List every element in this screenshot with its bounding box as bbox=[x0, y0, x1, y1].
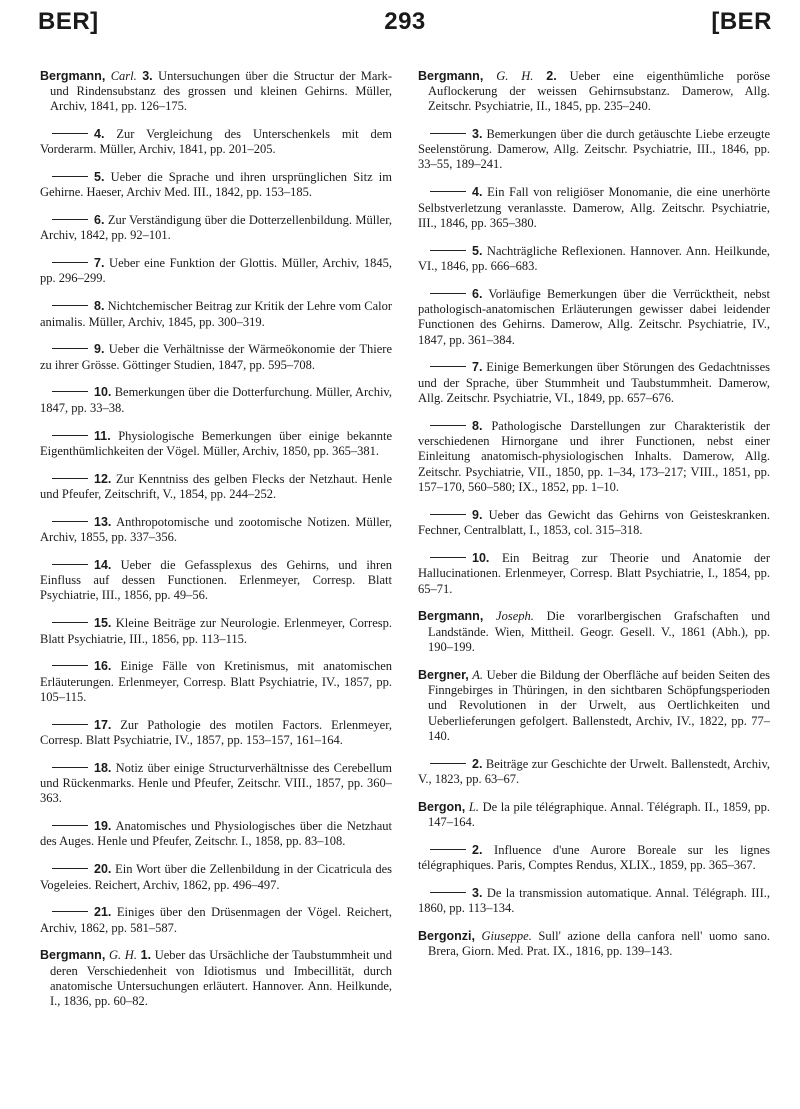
repeat-author-dash bbox=[430, 133, 466, 134]
entry-number: 6. bbox=[472, 286, 483, 301]
repeat-author-dash bbox=[52, 825, 88, 826]
bibliography-entry bbox=[40, 69, 392, 115]
entry-citation: Einiges über den Drüsenmagen der Vögel. Reichert, Archiv, 1862, pp. 581–587. bbox=[40, 905, 392, 935]
entry-number: 18. bbox=[94, 760, 112, 775]
bibliography-entry bbox=[418, 886, 770, 917]
entry-number: 4. bbox=[472, 185, 483, 200]
bibliography-entry bbox=[40, 905, 392, 936]
entry-number: 8. bbox=[94, 299, 105, 314]
repeat-author-dash bbox=[52, 219, 88, 220]
author-given-name: G. H. bbox=[496, 68, 534, 83]
entry-number: 20. bbox=[94, 862, 112, 877]
entry-citation: Die vorarlbergischen Grafschaften und Landstände. Wien, Mittheil. Geogr. Gesell. V., 1861 (Abh.), pp. 190–199. bbox=[428, 609, 770, 654]
entry-number: 10. bbox=[472, 550, 490, 565]
author-surname: Bergmann, bbox=[40, 948, 106, 963]
entry-number: 10. bbox=[94, 385, 112, 400]
bibliography-entry bbox=[40, 213, 392, 244]
entry-citation: Nichtchemischer Beitrag zur Kritik der Lehre vom Calor animalis. Müller, Archiv, 1845, pp. 300–319. bbox=[40, 299, 393, 329]
repeat-author-dash bbox=[52, 348, 88, 349]
author-given-name: L. bbox=[468, 799, 479, 814]
entry-number: 5. bbox=[94, 169, 105, 184]
entry-citation: Nachträgliche Reflexionen. Hannover. Ann. Heilkunde, VI., 1846, pp. 666–683. bbox=[418, 243, 771, 273]
bibliography-entry bbox=[418, 185, 770, 231]
entry-number: 5. bbox=[472, 243, 483, 258]
entry-citation: Ueber die Bildung der Oberfläche auf beiden Seiten des Finngebirges in Thüringen, in den sichtbaren Schöpfungsperioden und Revolutionen in der Urwelt, aus Oertlichkeiten und Ueberlieferungen gefolgert. Ballenstedt, Archiv, IV., 1822, pp. 77–140. bbox=[428, 667, 770, 743]
entry-number: 1. bbox=[140, 948, 152, 963]
repeat-author-dash bbox=[52, 391, 88, 392]
author-given-name: Giuseppe. bbox=[481, 929, 532, 944]
entry-citation: Einige Bemerkungen über Störungen des Gedachtnisses und der Sprache, über Stummheit und Taubstummheit. Damerow, Allg. Zeitschr. Psychiatrie, VI., 1849, pp. 657–676. bbox=[418, 360, 771, 406]
entry-citation: Ueber die Sprache und ihren ursprünglichen Sitz im Gehirne. Haeser, Archiv Med. III., 1842, pp. 153–185. bbox=[40, 169, 393, 200]
repeat-author-dash bbox=[52, 564, 88, 565]
entry-number: 3. bbox=[472, 885, 483, 900]
entry-citation: De la pile télégraphique. Annal. Télégraph. II., 1859, pp. 147–164. bbox=[428, 799, 771, 830]
bibliography-entry bbox=[418, 127, 770, 173]
entry-citation: Notiz über einige Structurverhältnisse des Cerebellum und Rückenmarks. Henle und Pfeufer, Zeitschr. VIII., 1857, pp. 360–363. bbox=[40, 760, 392, 806]
entry-number: 21. bbox=[94, 905, 112, 920]
entry-citation: Ein Wort über die Zellenbildung in der Cicatricula des Vogeleies. Reichert, Archiv, 1862, pp. 496–497. bbox=[40, 862, 392, 892]
bibliography-entry bbox=[40, 127, 392, 158]
entry-citation: Influence d'une Aurore Boreale sur les lignes télégraphiques. Paris, Comptes Rendus, XLIX., 1859, pp. 365–367. bbox=[418, 842, 771, 873]
entry-citation: Ueber das Ursächliche der Taubstummheit und deren Verschiedenheit von Idiotismus und Imbecillität, durch anatomische Untersuchungen erläutert. Hannover. Ann. Heilkunde, I., 1836, pp. 60–82. bbox=[50, 948, 393, 1009]
entry-citation: Zur Pathologie des motilen Factors. Erlenmeyer, Corresp. Blatt Psychiatrie, IV., 1857, pp. 153–157, 161–164. bbox=[40, 717, 393, 747]
entry-citation: Ein Beitrag zur Theorie und Anatomie der Hallucinationen. Erlenmeyer, Corresp. Blatt Psychiatrie, I., 1854, pp. 65–71. bbox=[418, 550, 770, 596]
repeat-author-dash bbox=[52, 435, 88, 436]
author-given-name: G. H. bbox=[108, 948, 137, 963]
entry-citation: Beiträge zur Geschichte der Urwelt. Ballenstedt, Archiv, V., 1823, pp. 63–67. bbox=[418, 756, 771, 786]
bibliography-entry bbox=[40, 659, 392, 705]
entry-number: 2. bbox=[472, 756, 483, 771]
author-surname: Bergonzi, bbox=[418, 929, 475, 944]
entry-citation: Kleine Beiträge zur Neurologie. Erlenmeyer, Corresp. Blatt Psychiatrie, III., 1856, pp. 113–115. bbox=[40, 616, 393, 646]
entry-citation: Vorläufige Bemerkungen über die Verrücktheit, nebst pathologisch-anatomischen Erläuterungen gewisser dabei leidender Functionen des Gehirns. Damerow, Allg. Zeitschr. Psychiatrie, IV., 1847, pp. 361–384. bbox=[418, 286, 770, 347]
repeat-author-dash bbox=[430, 763, 466, 764]
entry-number: 14. bbox=[94, 557, 112, 572]
author-given-name: Carl. bbox=[110, 68, 137, 83]
entry-number: 9. bbox=[94, 342, 105, 357]
entry-citation: Ueber die Gefassplexus des Gehirns, und ihren Einfluss auf dessen Functionen. Erlenmeyer, Corresp. Blatt Psychiatrie, III., 1856, pp. 49–56. bbox=[40, 557, 392, 603]
repeat-author-dash bbox=[52, 767, 88, 768]
bibliography-entry bbox=[418, 929, 770, 960]
repeat-author-dash bbox=[430, 191, 466, 192]
bibliography-entry bbox=[40, 342, 392, 373]
entry-number: 16. bbox=[94, 659, 112, 674]
entry-citation: Zur Vergleichung des Unterschenkels mit dem Vorderarm. Müller, Archiv, 1841, pp. 201–205. bbox=[40, 126, 392, 157]
repeat-author-dash bbox=[430, 250, 466, 251]
bibliography-entry bbox=[40, 170, 392, 201]
entry-citation: Ueber das Gewicht das Gehirns von Geisteskranken. Fechner, Centralblatt, I., 1853, col. 315–318. bbox=[418, 507, 771, 538]
repeat-author-dash bbox=[52, 176, 88, 177]
entry-number: 9. bbox=[472, 507, 483, 522]
repeat-author-dash bbox=[52, 724, 88, 725]
bibliography-entry bbox=[40, 256, 392, 287]
repeat-author-dash bbox=[430, 293, 466, 294]
left-column bbox=[40, 56, 392, 1011]
repeat-author-dash bbox=[52, 262, 88, 263]
header-left: BER] bbox=[38, 8, 99, 35]
header-right: [BER bbox=[711, 8, 772, 35]
entry-citation: Zur Kenntniss des gelben Flecks der Netzhaut. Henle und Pfeufer, Zeitschrift, V., 1854, pp. 244–252. bbox=[40, 471, 393, 501]
right-column bbox=[418, 56, 770, 1011]
entry-citation: Untersuchungen über die Structur der Mark- und Rindensubstanz des grossen und kleinen Gehirns. Müller, Archiv, 1841, pp. 126–175. bbox=[50, 68, 393, 114]
entry-citation: De la transmission automatique. Annal. Télégraph. III., 1860, pp. 113–134. bbox=[418, 885, 770, 916]
bibliography-entry bbox=[418, 800, 770, 831]
bibliography-entry bbox=[40, 761, 392, 807]
entry-citation: Ueber eine Funktion der Glottis. Müller, Archiv, 1845, pp. 296–299. bbox=[40, 256, 392, 286]
author-surname: Bergmann, bbox=[418, 68, 484, 83]
entry-number: 8. bbox=[472, 418, 483, 433]
repeat-author-dash bbox=[52, 305, 88, 306]
entry-number: 6. bbox=[94, 213, 105, 228]
bibliography-entry bbox=[40, 616, 392, 647]
bibliography-entry bbox=[418, 360, 770, 406]
bibliography-entry bbox=[418, 287, 770, 348]
bibliography-entry bbox=[40, 948, 392, 1009]
columns bbox=[40, 56, 770, 1011]
author-given-name: A. bbox=[472, 667, 484, 682]
repeat-author-dash bbox=[52, 868, 88, 869]
bibliography-entry bbox=[418, 843, 770, 874]
bibliography-entry bbox=[418, 757, 770, 788]
bibliography-entry bbox=[40, 515, 392, 546]
entry-citation: Ueber die Verhältnisse der Wärmeökonomie der Thiere zu ihrer Grösse. Göttinger Studien, 1847, pp. 595–708. bbox=[40, 342, 392, 372]
entry-number: 15. bbox=[94, 616, 112, 631]
entry-citation: Pathologische Darstellungen zur Charakteristik der verschiedenen Hirnorgane und ihrer Functionen, nebst einer Einleitung anatomisch-physiologischen Inhalts. Damerow, Allg. Zeitschr. Psychiatrie, VII., 1850, pp. 1–34, 173–217; VIII., 1851, pp. 157–170, 560–580; IX., 1852, pp. 1–10. bbox=[418, 418, 771, 495]
author-surname: Bergner, bbox=[418, 667, 469, 682]
running-head bbox=[38, 8, 772, 42]
author-given-name: Joseph. bbox=[496, 609, 534, 624]
entry-citation: Bemerkungen über die Dotterfurchung. Müller, Archiv, 1847, pp. 33–38. bbox=[40, 385, 393, 415]
repeat-author-dash bbox=[52, 665, 88, 666]
entry-number: 3. bbox=[142, 68, 153, 83]
entry-number: 13. bbox=[94, 514, 112, 529]
bibliography-entry bbox=[40, 819, 392, 850]
bibliography-entry bbox=[40, 299, 392, 330]
repeat-author-dash bbox=[430, 557, 466, 558]
bibliography-entry bbox=[40, 472, 392, 503]
bibliography-entry bbox=[418, 508, 770, 539]
entry-number: 7. bbox=[94, 256, 105, 271]
bibliography-entry bbox=[418, 668, 770, 744]
bibliography-entry bbox=[418, 244, 770, 275]
entry-citation: Sull' azione della canfora nell' uomo sano. Brera, Giorn. Med. Prat. IX., 1816, pp. 139–143. bbox=[428, 929, 771, 959]
bibliography-entry bbox=[418, 69, 770, 115]
entry-number: 11. bbox=[94, 428, 111, 443]
repeat-author-dash bbox=[52, 133, 88, 134]
entry-number: 12. bbox=[94, 471, 112, 486]
entry-citation: Ein Fall von religiöser Monomanie, die eine unerhörte Selbstverletzung veranlasste. Damerow, Allg. Zeitschr. Psychiatrie, III., 1846, pp. 365–380. bbox=[418, 185, 771, 230]
author-surname: Bergmann, bbox=[40, 68, 106, 83]
bibliography-entry bbox=[418, 551, 770, 597]
bibliography-entry bbox=[40, 862, 392, 893]
bibliography-entry bbox=[418, 609, 770, 655]
author-surname: Bergmann, bbox=[418, 609, 484, 624]
bibliography-entry bbox=[40, 558, 392, 604]
bibliography-entry bbox=[40, 718, 392, 749]
bibliography-entry bbox=[40, 385, 392, 416]
repeat-author-dash bbox=[52, 478, 88, 479]
repeat-author-dash bbox=[52, 521, 88, 522]
entry-citation: Ueber eine eigenthümliche poröse Auflockerung der weissen Gehirnsubstanz. Damerow, Allg. Zeitschr. Psychiatrie, II., 1845, pp. 235–240. bbox=[428, 68, 771, 114]
repeat-author-dash bbox=[430, 849, 466, 850]
entry-number: 2. bbox=[546, 68, 557, 83]
entry-citation: Physiologische Bemerkungen über einige bekannte Eigenthümlichkeiten der Vögel. Müller, Archiv, 1850, pp. 365–381. bbox=[40, 428, 393, 458]
bibliography-entry bbox=[40, 429, 392, 460]
bibliography-entry bbox=[418, 419, 770, 495]
entry-number: 4. bbox=[94, 126, 105, 141]
repeat-author-dash bbox=[52, 622, 88, 623]
entry-number: 2. bbox=[472, 842, 483, 857]
repeat-author-dash bbox=[430, 366, 466, 367]
entry-citation: Einige Fälle von Kretinismus, mit anatomischen Erläuterungen. Erlenmeyer, Corresp. Blatt Psychiatrie, IV., 1857, pp. 105–115. bbox=[40, 659, 392, 704]
repeat-author-dash bbox=[430, 425, 466, 426]
entry-citation: Zur Verständigung über die Dotterzellenbildung. Müller, Archiv, 1842, pp. 92–101. bbox=[40, 213, 392, 243]
repeat-author-dash bbox=[430, 514, 466, 515]
author-surname: Bergon, bbox=[418, 799, 466, 814]
entry-number: 3. bbox=[472, 126, 483, 141]
repeat-author-dash bbox=[430, 892, 466, 893]
entry-citation: Bemerkungen über die durch getäuschte Liebe erzeugte Seelenstörung. Damerow, Allg. Zeitschr. Psychiatrie, III., 1846, pp. 33–55, 189–241. bbox=[418, 126, 770, 172]
entry-number: 7. bbox=[472, 360, 483, 375]
entry-citation: Anthropotomische und zootomische Notizen. Müller, Archiv, 1855, pp. 337–356. bbox=[40, 514, 393, 545]
repeat-author-dash bbox=[52, 911, 88, 912]
entry-number: 17. bbox=[94, 717, 112, 732]
entry-number: 19. bbox=[94, 819, 112, 834]
entry-citation: Anatomisches und Physiologisches über die Netzhaut des Auges. Henle und Pfeufer, Zeitschr. I., 1858, pp. 83–108. bbox=[40, 819, 392, 849]
page-number: 293 bbox=[384, 8, 426, 35]
